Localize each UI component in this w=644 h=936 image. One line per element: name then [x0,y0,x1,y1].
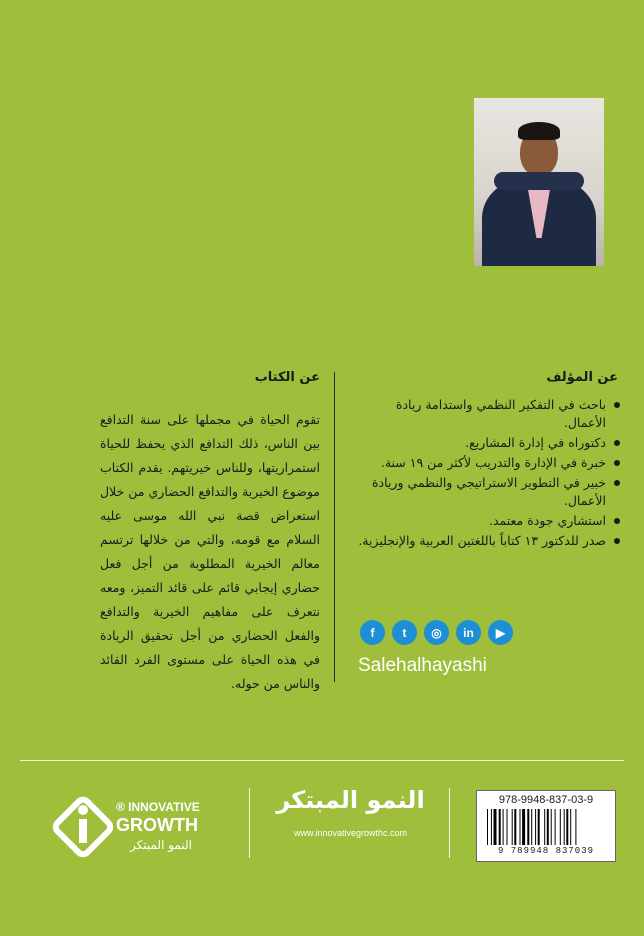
book-description: تقوم الحياة في مجملها على سنة التدافع بين الناس، ذلك التدافع الذي يحفظ للحياة استمراريتها، وللناس خيريتهم. يقدم الكتاب موضوع الخيرية والتدافع الحضاري من خلال استعراض قصة نبي الله موسى عليه السلام مع قومه، والتي من خلالها ترتسم معالم الخيرية المطلوبة من أجل فعل حضاري إيجابي قائم على قائد التميز، ومعه نتعرف على مفاهيم الخيرية والتدافع والفعل الحضاري من أجل تحقيق الريادة في هذه الحياة على مستوى الفرد القائد والناس من حوله. [100,412,320,691]
facebook-icon[interactable]: f [360,620,385,645]
footer-separator [449,788,450,858]
barcode-bar [527,809,529,845]
barcode-bar [564,809,565,845]
book-section-title: عن الكتاب [254,370,320,385]
social-handle[interactable]: Salehalhayashi [358,655,487,676]
publisher-logo-line1: ® INNOVATIVE [116,800,200,814]
barcode-bar [514,809,516,845]
barcode-bar [570,809,571,845]
barcode-bar [547,809,549,845]
barcode-bar [575,809,576,845]
barcode-digits: 9 789948 837039 [497,846,594,856]
author-bio-item: دكتوراه في إدارة المشاريع. [350,434,620,452]
barcode-bar [560,809,561,845]
barcode-bar [512,809,513,845]
author-section-title: عن المؤلف [546,370,618,385]
barcode-bar [507,809,508,845]
innovative-growth-logo-icon [48,792,118,862]
barcode-bar [520,809,521,845]
barcode-bar [522,809,525,845]
footer-separator [249,788,250,858]
isbn-barcode [476,790,616,862]
publisher-logo-line2: GROWTH [116,815,198,835]
publisher-url[interactable]: www.innovativegrowthc.com [293,828,408,838]
instagram-icon[interactable]: ◎ [424,620,449,645]
author-bio-list [350,396,620,552]
photo-arms [494,172,584,190]
barcode-bar [544,809,545,845]
author-bio-item: صدر للدكتور ١٣ كتاباً باللغتين العربية والإنجليزية. [350,532,620,550]
author-bio-item: استشاري جودة معتمد. [350,512,620,530]
barcode-bar [491,809,492,845]
barcode-bar [555,809,556,845]
social-icons [360,620,513,645]
barcode-bar [531,809,532,845]
isbn-number: 978-9948-837-03-9 [498,794,594,806]
barcode-bars [487,809,605,845]
barcode-bar [551,809,552,845]
author-bio-item: خبير في التطوير الاستراتيجي والنظمي وريادة الأعمال. [350,474,620,510]
barcode-bar [499,809,501,845]
footer-divider [20,760,624,761]
author-photo [474,98,604,266]
column-divider [334,372,335,682]
barcode-bar [503,809,504,845]
barcode-bar [538,809,540,845]
barcode-bar [566,809,568,845]
author-bio-item: خبرة في الإدارة والتدريب لأكثر من ١٩ سنة. [350,454,620,472]
photo-hair [518,122,560,140]
publisher-brand: النمو المبتكر [276,786,425,814]
barcode-bar [487,809,488,845]
youtube-icon[interactable]: ▶ [488,620,513,645]
twitter-icon[interactable]: t [392,620,417,645]
publisher-logo-arabic: النمو المبتكر [130,838,192,852]
author-bio-item: باحث في التفكير النظمي واستدامة ريادة الأعمال. [350,396,620,432]
barcode-bar [494,809,497,845]
publisher-logo-text [116,800,200,836]
barcode-bar [535,809,536,845]
linkedin-icon[interactable]: in [456,620,481,645]
